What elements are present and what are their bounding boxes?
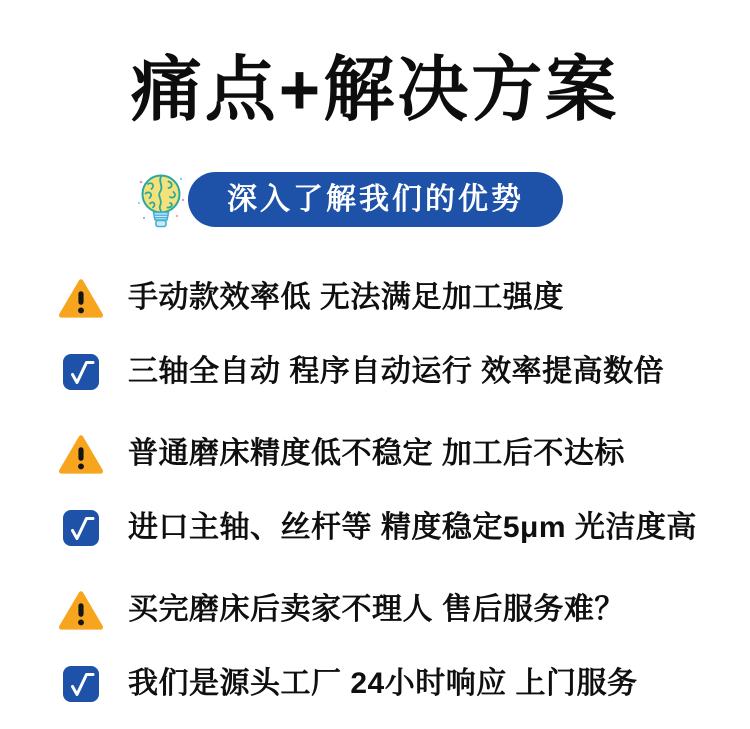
pain-solution-list [58, 274, 697, 708]
pain-text: 手动款效率低 无法满足加工强度 [128, 281, 564, 314]
pair-3 [58, 586, 697, 708]
pair-1 [58, 274, 697, 396]
pain-row [58, 274, 697, 322]
solution-row [58, 660, 697, 708]
advantages-banner [188, 172, 563, 227]
solution-row [58, 504, 697, 552]
warning-triangle-icon [58, 432, 104, 476]
page-title: 痛点+解决方案 [130, 51, 620, 130]
pair-2 [58, 430, 697, 552]
check-radical-icon [63, 354, 99, 390]
pain-text: 买完磨床后卖家不理人 售后服务难？ [128, 593, 625, 626]
check-radical-icon [63, 510, 99, 546]
pain-text: 普通磨床精度低不稳定 加工后不达标 [128, 437, 625, 470]
solution-text: 三轴全自动 程序自动运行 效率提高数倍 [128, 355, 665, 388]
lightbulb-brain-icon [136, 170, 186, 232]
solution-text: 我们是源头工厂 24小时响应 上门服务 [128, 667, 638, 700]
pain-row [58, 586, 697, 634]
solution-row [58, 348, 697, 396]
warning-triangle-icon [58, 276, 104, 320]
warning-triangle-icon [58, 588, 104, 632]
pain-row [58, 430, 697, 478]
solution-text: 进口主轴、丝杆等 精度稳定5μm 光洁度高 [128, 511, 697, 544]
banner-label: 深入了解我们的优势 [227, 182, 524, 216]
check-radical-icon [63, 666, 99, 702]
